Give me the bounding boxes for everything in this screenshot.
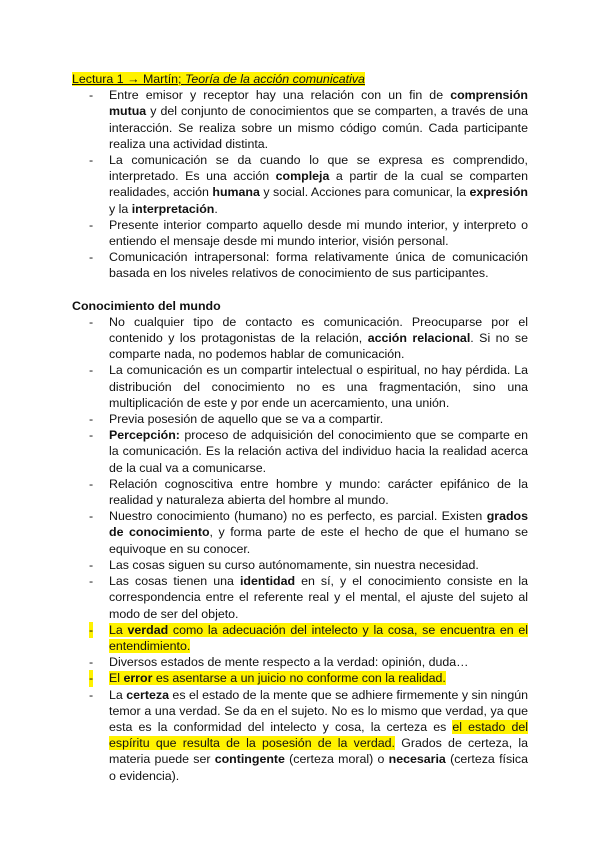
- text-run: Entre emisor y receptor hay una relación con un fin de: [109, 88, 451, 103]
- section1-list: [72, 87, 528, 281]
- list-item-text: [109, 412, 383, 426]
- text-run: (certeza física o evidencia).: [109, 752, 528, 783]
- list-dash: -: [89, 476, 94, 491]
- text-run: El: [109, 671, 124, 686]
- text-run: . Si no se comparte nada, no podemos hablar de comunicación.: [109, 331, 528, 362]
- list-item: [72, 557, 528, 573]
- list-item-text: [109, 574, 528, 620]
- bold-term: necesaria: [388, 752, 446, 767]
- list-item: [72, 687, 528, 784]
- document-content: [72, 71, 528, 784]
- bold-term: humana: [212, 185, 260, 200]
- list-item: [72, 152, 528, 217]
- text-run: La comunicación es un compartir intelectual o espiritual, no hay pérdida. La distribución del conocimiento no es una fragmentación, sino una multiplicación de este y por ende un acercamiento, una unión.: [109, 363, 528, 410]
- text-run: es el estado de la mente que se adhiere firmemente y sin ningún temor a una verdad. Se da en el sujeto. No es lo mismo que verdad, ya que esta es la conformidad del intelecto y cosa, la certeza es: [109, 687, 528, 734]
- list-item: [72, 427, 528, 476]
- bold-term: expresión: [469, 185, 528, 200]
- list-dash: -: [89, 412, 94, 427]
- text-run: Grados de certeza, la materia puede ser: [109, 736, 528, 767]
- list-item: [72, 654, 528, 670]
- list-item-text: [109, 363, 528, 409]
- list-item-text: [109, 558, 479, 572]
- list-item: [72, 314, 528, 363]
- bold-term: verdad: [127, 622, 169, 637]
- list-dash: -: [89, 574, 94, 589]
- list-dash: -: [89, 557, 94, 572]
- list-dash: -: [89, 314, 94, 329]
- bold-term: interpretación: [131, 201, 215, 216]
- section2-list: [72, 314, 528, 784]
- list-dash: -: [89, 687, 94, 702]
- text-run: Nuestro conocimiento (humano) no es perfecto, es parcial. Existen: [109, 509, 487, 524]
- list-item: [72, 670, 528, 686]
- list-item-text: [109, 509, 528, 555]
- list-dash: -: [89, 217, 94, 232]
- bold-term: grados de conocimiento: [109, 509, 528, 540]
- bold-term: contingente: [214, 752, 285, 767]
- list-item: [72, 622, 528, 654]
- text-run: Previa posesión de aquello que se va a compartir.: [109, 412, 384, 427]
- text-run: , y forma parte de este el hecho de que el humano se equivoque en su conocer.: [109, 525, 529, 556]
- list-item: [72, 87, 528, 152]
- text-run: Las cosas tienen una: [109, 574, 240, 589]
- list-item: [72, 476, 528, 508]
- text-run: La comunicación se da cuando lo que se expresa es comprendido, interpretado. Es una acción: [109, 153, 528, 184]
- bold-term: acción relacional: [367, 331, 471, 346]
- bold-term: identidad: [239, 574, 296, 589]
- bold-term: error: [123, 671, 153, 686]
- list-item-text: [109, 428, 528, 474]
- list-item-text: [109, 688, 528, 783]
- text-run: como la adecuación del intelecto y la cosa, se encuentra en el entendimiento.: [109, 622, 528, 653]
- list-item-text: [109, 623, 528, 653]
- text-run: Diversos estados de mente respecto a la verdad: opinión, duda…: [109, 655, 469, 670]
- text-run: Relación cognoscitiva entre hombre y mundo: carácter epifánico de la realidad y naturaleza abierta del hombre al mundo.: [109, 476, 528, 508]
- list-item-text: [109, 218, 528, 248]
- list-item: [72, 411, 528, 427]
- list-dash: -: [89, 363, 94, 378]
- text-run: a partir de la cual se comparten realidades, acción: [109, 169, 528, 200]
- list-dash: -: [89, 153, 94, 168]
- text-run: el estado del espíritu que resulta de la posesión de la verdad.: [109, 719, 528, 751]
- text-run: .: [214, 201, 218, 216]
- text-run: en sí, y el conocimiento consiste en la correspondencia entre el referente real y el mental, el ajuste del sujeto al modo de ser del objeto.: [109, 574, 528, 621]
- lecture-heading-prefix: Lectura 1 → Martín;: [72, 72, 185, 86]
- list-item-text: [109, 153, 528, 216]
- text-run: No cualquier tipo de contacto es comunicación. Preocuparse por el contenido y los protagonistas de la relación,: [109, 314, 528, 346]
- section2-title: Conocimiento del mundo: [72, 298, 221, 313]
- list-item: [72, 249, 528, 281]
- text-run: es asentarse a un juicio no conforme con la realidad.: [152, 671, 446, 686]
- bold-term: compleja: [275, 169, 330, 184]
- text-run: La: [109, 687, 127, 702]
- list-item: [72, 573, 528, 622]
- list-item: [72, 362, 528, 411]
- list-item-text: [109, 655, 469, 669]
- text-run: proceso de adquisición del conocimiento que se comparte en la comunicación. Es la relación activa del individuo hacia la realidad acerca de la cual va a comunicarse.: [109, 428, 528, 475]
- list-dash: -: [89, 671, 94, 686]
- list-dash: -: [89, 655, 94, 670]
- bold-term: comprensión mutua: [109, 88, 528, 119]
- list-dash: -: [89, 428, 94, 443]
- text-run: (certeza moral) o: [284, 752, 389, 767]
- text-run: La: [109, 622, 128, 637]
- text-run: Presente interior comparto aquello desde mi mundo interior, y interpreto o entiendo el mensaje desde mi mundo interior, visión personal.: [109, 217, 528, 249]
- bold-term: Percepción:: [109, 428, 180, 443]
- text-run: y del conjunto de conocimientos que se comparten, a través de una interacción. Se realiza sobre un mismo código común. Cada participante realiza una actividad distinta.: [109, 104, 528, 151]
- lecture-heading-title: Teoría de la acción comunicativa: [184, 72, 365, 86]
- bold-term: certeza: [126, 687, 169, 702]
- list-item-text: [109, 671, 446, 685]
- lecture-heading: [72, 71, 528, 87]
- list-item: [72, 508, 528, 557]
- text-run: y social. Acciones para comunicar, la: [259, 185, 470, 200]
- list-item: [72, 217, 528, 249]
- text-run: Las cosas siguen su curso autónomamente, sin nuestra necesidad.: [109, 557, 479, 572]
- list-item-text: [109, 250, 528, 280]
- text-run: y la: [109, 201, 132, 216]
- list-dash: -: [89, 509, 94, 524]
- list-item-text: [109, 315, 528, 361]
- list-dash: -: [89, 88, 94, 103]
- list-item-text: [109, 88, 528, 151]
- list-item-text: [109, 477, 528, 507]
- list-dash: -: [89, 250, 94, 265]
- lecture-heading-highlight: [72, 72, 365, 86]
- text-run: Comunicación intrapersonal: forma relativamente única de comunicación basada en los niveles relativos de conocimiento de sus participantes.: [109, 250, 528, 281]
- list-dash: -: [89, 622, 94, 637]
